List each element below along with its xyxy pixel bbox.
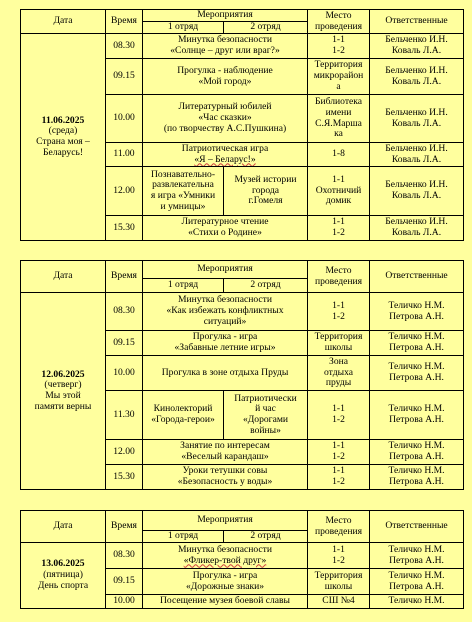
time-cell: 09.15 bbox=[106, 569, 143, 595]
time-cell: 11.30 bbox=[106, 391, 143, 440]
responsible-cell: Бельченко И.Н. Коваль Л.А. bbox=[370, 59, 464, 95]
time-cell: 08.30 bbox=[106, 543, 143, 569]
header-place: Место проведения bbox=[308, 10, 370, 34]
event-cell: Занятие по интересам «Веселый карандаш» bbox=[143, 440, 308, 465]
time-cell: 08.30 bbox=[106, 293, 143, 331]
responsible-cell: Теличко Н.М. Петрова А.Н. bbox=[370, 543, 464, 569]
schedule-table-day2 bbox=[20, 260, 464, 490]
table-row bbox=[21, 293, 464, 331]
header-time: Время bbox=[106, 261, 143, 293]
place-cell: 1-1 1-2 bbox=[308, 216, 370, 241]
time-cell: 10.00 bbox=[106, 356, 143, 391]
table-row bbox=[21, 543, 464, 569]
event-cell: Минутка безопасности «Фликер-твой друг» bbox=[143, 543, 308, 569]
header-date: Дата bbox=[21, 10, 106, 34]
day-cell bbox=[21, 34, 106, 241]
time-cell: 15.30 bbox=[106, 216, 143, 241]
header-place: Место проведения bbox=[308, 511, 370, 543]
responsible-cell: Бельченко И.Н. Коваль Л.А. bbox=[370, 143, 464, 167]
header-time: Время bbox=[106, 511, 143, 543]
place-cell: 1-8 bbox=[308, 143, 370, 167]
place-cell: 1-1 1-2 bbox=[308, 465, 370, 490]
place-cell: СШ №4 bbox=[308, 595, 370, 609]
time-cell: 09.15 bbox=[106, 331, 143, 356]
time-cell: 12.00 bbox=[106, 167, 143, 216]
time-cell: 10.00 bbox=[106, 595, 143, 609]
place-cell: 1-1 Охотничий домик bbox=[308, 167, 370, 216]
place-cell: Территория микрорайон а bbox=[308, 59, 370, 95]
schedule-table-day1 bbox=[20, 9, 464, 241]
responsible-cell: Теличко Н.М. Петрова А.Н. bbox=[370, 331, 464, 356]
day-theme-line: Страна моя – bbox=[36, 136, 90, 147]
header-squad-1: 1 отряд bbox=[143, 22, 224, 34]
day-theme-line: Мы этой bbox=[45, 390, 81, 401]
event-cell: Прогулка - игра «Дорожные знаки» bbox=[143, 569, 308, 595]
event-cell: Прогулка в зоне отдыха Пруды bbox=[143, 356, 308, 391]
day-date: 11.06.2025 bbox=[41, 114, 85, 126]
place-cell: 1-1 1-2 bbox=[308, 34, 370, 59]
header-responsible: Ответственные bbox=[370, 261, 464, 293]
header-responsible: Ответственные bbox=[370, 511, 464, 543]
responsible-cell: Бельченко И.Н. Коваль Л.А. bbox=[370, 34, 464, 59]
day-weekday: (пятница) bbox=[43, 569, 83, 581]
event-cell: Посещение музея боевой славы bbox=[143, 595, 308, 609]
header-squad-2: 2 отряд bbox=[224, 531, 308, 543]
responsible-cell: Бельченко И.Н. Коваль Л.А. bbox=[370, 216, 464, 241]
event-cell-squad-2: Музей истории города г.Гомеля bbox=[224, 167, 308, 216]
header-squad-2: 2 отряд bbox=[224, 279, 308, 293]
day-cell bbox=[21, 543, 106, 609]
event-cell: Минутка безопасности «Как избежать конфликтных ситуаций» bbox=[143, 293, 308, 331]
time-cell: 10.00 bbox=[106, 95, 143, 143]
event-cell-squad-1: Кинолекторий «Города-герои» bbox=[143, 391, 224, 440]
day-date: 12.06.2025 bbox=[41, 368, 85, 380]
responsible-cell: Теличко Н.М. Петрова А.Н. bbox=[370, 391, 464, 440]
schedule-table-day3 bbox=[20, 510, 464, 609]
header-row bbox=[21, 261, 464, 279]
header-date: Дата bbox=[21, 511, 106, 543]
header-row bbox=[21, 10, 464, 22]
event-cell: Прогулка - наблюдение «Мой город» bbox=[143, 59, 308, 95]
day-theme-line: Беларусь! bbox=[42, 146, 84, 158]
responsible-cell: Теличко Н.М. bbox=[370, 595, 464, 609]
event-cell: Прогулка - игра «Забавные летние игры» bbox=[143, 331, 308, 356]
day-cell bbox=[21, 293, 106, 490]
responsible-cell: Теличко Н.М. Петрова А.Н. bbox=[370, 569, 464, 595]
responsible-cell: Теличко Н.М. Петрова А.Н. bbox=[370, 293, 464, 331]
day-theme-line: День спорта bbox=[37, 579, 89, 591]
place-cell: Территория школы bbox=[308, 569, 370, 595]
place-cell: 1-1 1-2 bbox=[308, 391, 370, 440]
header-squad-1: 1 отряд bbox=[143, 279, 224, 293]
time-cell: 09.15 bbox=[106, 59, 143, 95]
place-cell: 1-1 1-2 bbox=[308, 440, 370, 465]
day-theme-line: памяти верны bbox=[34, 400, 92, 412]
day-weekday: (четверг) bbox=[44, 379, 82, 391]
place-cell: 1-1 1-2 bbox=[308, 293, 370, 331]
event-cell: Уроки тетушки совы «Безопасность у воды» bbox=[143, 465, 308, 490]
responsible-cell: Теличко Н.М. Петрова А.Н. bbox=[370, 465, 464, 490]
header-date: Дата bbox=[21, 261, 106, 293]
event-cell: Патриотическая игра «Я – Беларус!» bbox=[143, 143, 308, 167]
event-cell-squad-1: Познавательно- развлекательна я игра «Умники и умницы» bbox=[143, 167, 224, 216]
header-events: Мероприятия bbox=[143, 261, 308, 279]
responsible-cell: Бельченко И.Н. Коваль Л.А. bbox=[370, 167, 464, 216]
place-cell: 1-1 1-2 bbox=[308, 543, 370, 569]
event-cell: Литературный юбилей «Час сказки» (по творчеству А.С.Пушкина) bbox=[143, 95, 308, 143]
day-weekday: (среда) bbox=[48, 125, 78, 137]
responsible-cell: Теличко Н.М. Петрова А.Н. bbox=[370, 356, 464, 391]
header-events: Мероприятия bbox=[143, 10, 308, 22]
header-time: Время bbox=[106, 10, 143, 34]
place-cell: Зона отдыха пруды bbox=[308, 356, 370, 391]
time-cell: 08.30 bbox=[106, 34, 143, 59]
event-cell: Минутка безопасности «Солнце – друг или враг?» bbox=[143, 34, 308, 59]
responsible-cell: Бельченко И.Н. Коваль Л.А. bbox=[370, 95, 464, 143]
time-cell: 15.30 bbox=[106, 465, 143, 490]
place-cell: Территория школы bbox=[308, 331, 370, 356]
place-cell: Библиотека имени С.Я.Марша ка bbox=[308, 95, 370, 143]
header-events: Мероприятия bbox=[143, 511, 308, 531]
event-cell: Литературное чтение «Стихи о Родине» bbox=[143, 216, 308, 241]
event-cell-squad-2: Патриотически й час «Дорогами войны» bbox=[224, 391, 308, 440]
header-place: Место проведения bbox=[308, 261, 370, 293]
header-row bbox=[21, 511, 464, 531]
time-cell: 11.00 bbox=[106, 143, 143, 167]
header-squad-2: 2 отряд bbox=[224, 22, 308, 34]
responsible-cell: Теличко Н.М. Петрова А.Н. bbox=[370, 440, 464, 465]
table-row bbox=[21, 34, 464, 59]
time-cell: 12.00 bbox=[106, 440, 143, 465]
header-squad-1: 1 отряд bbox=[143, 531, 224, 543]
header-responsible: Ответственные bbox=[370, 10, 464, 34]
day-date: 13.06.2025 bbox=[41, 558, 85, 570]
